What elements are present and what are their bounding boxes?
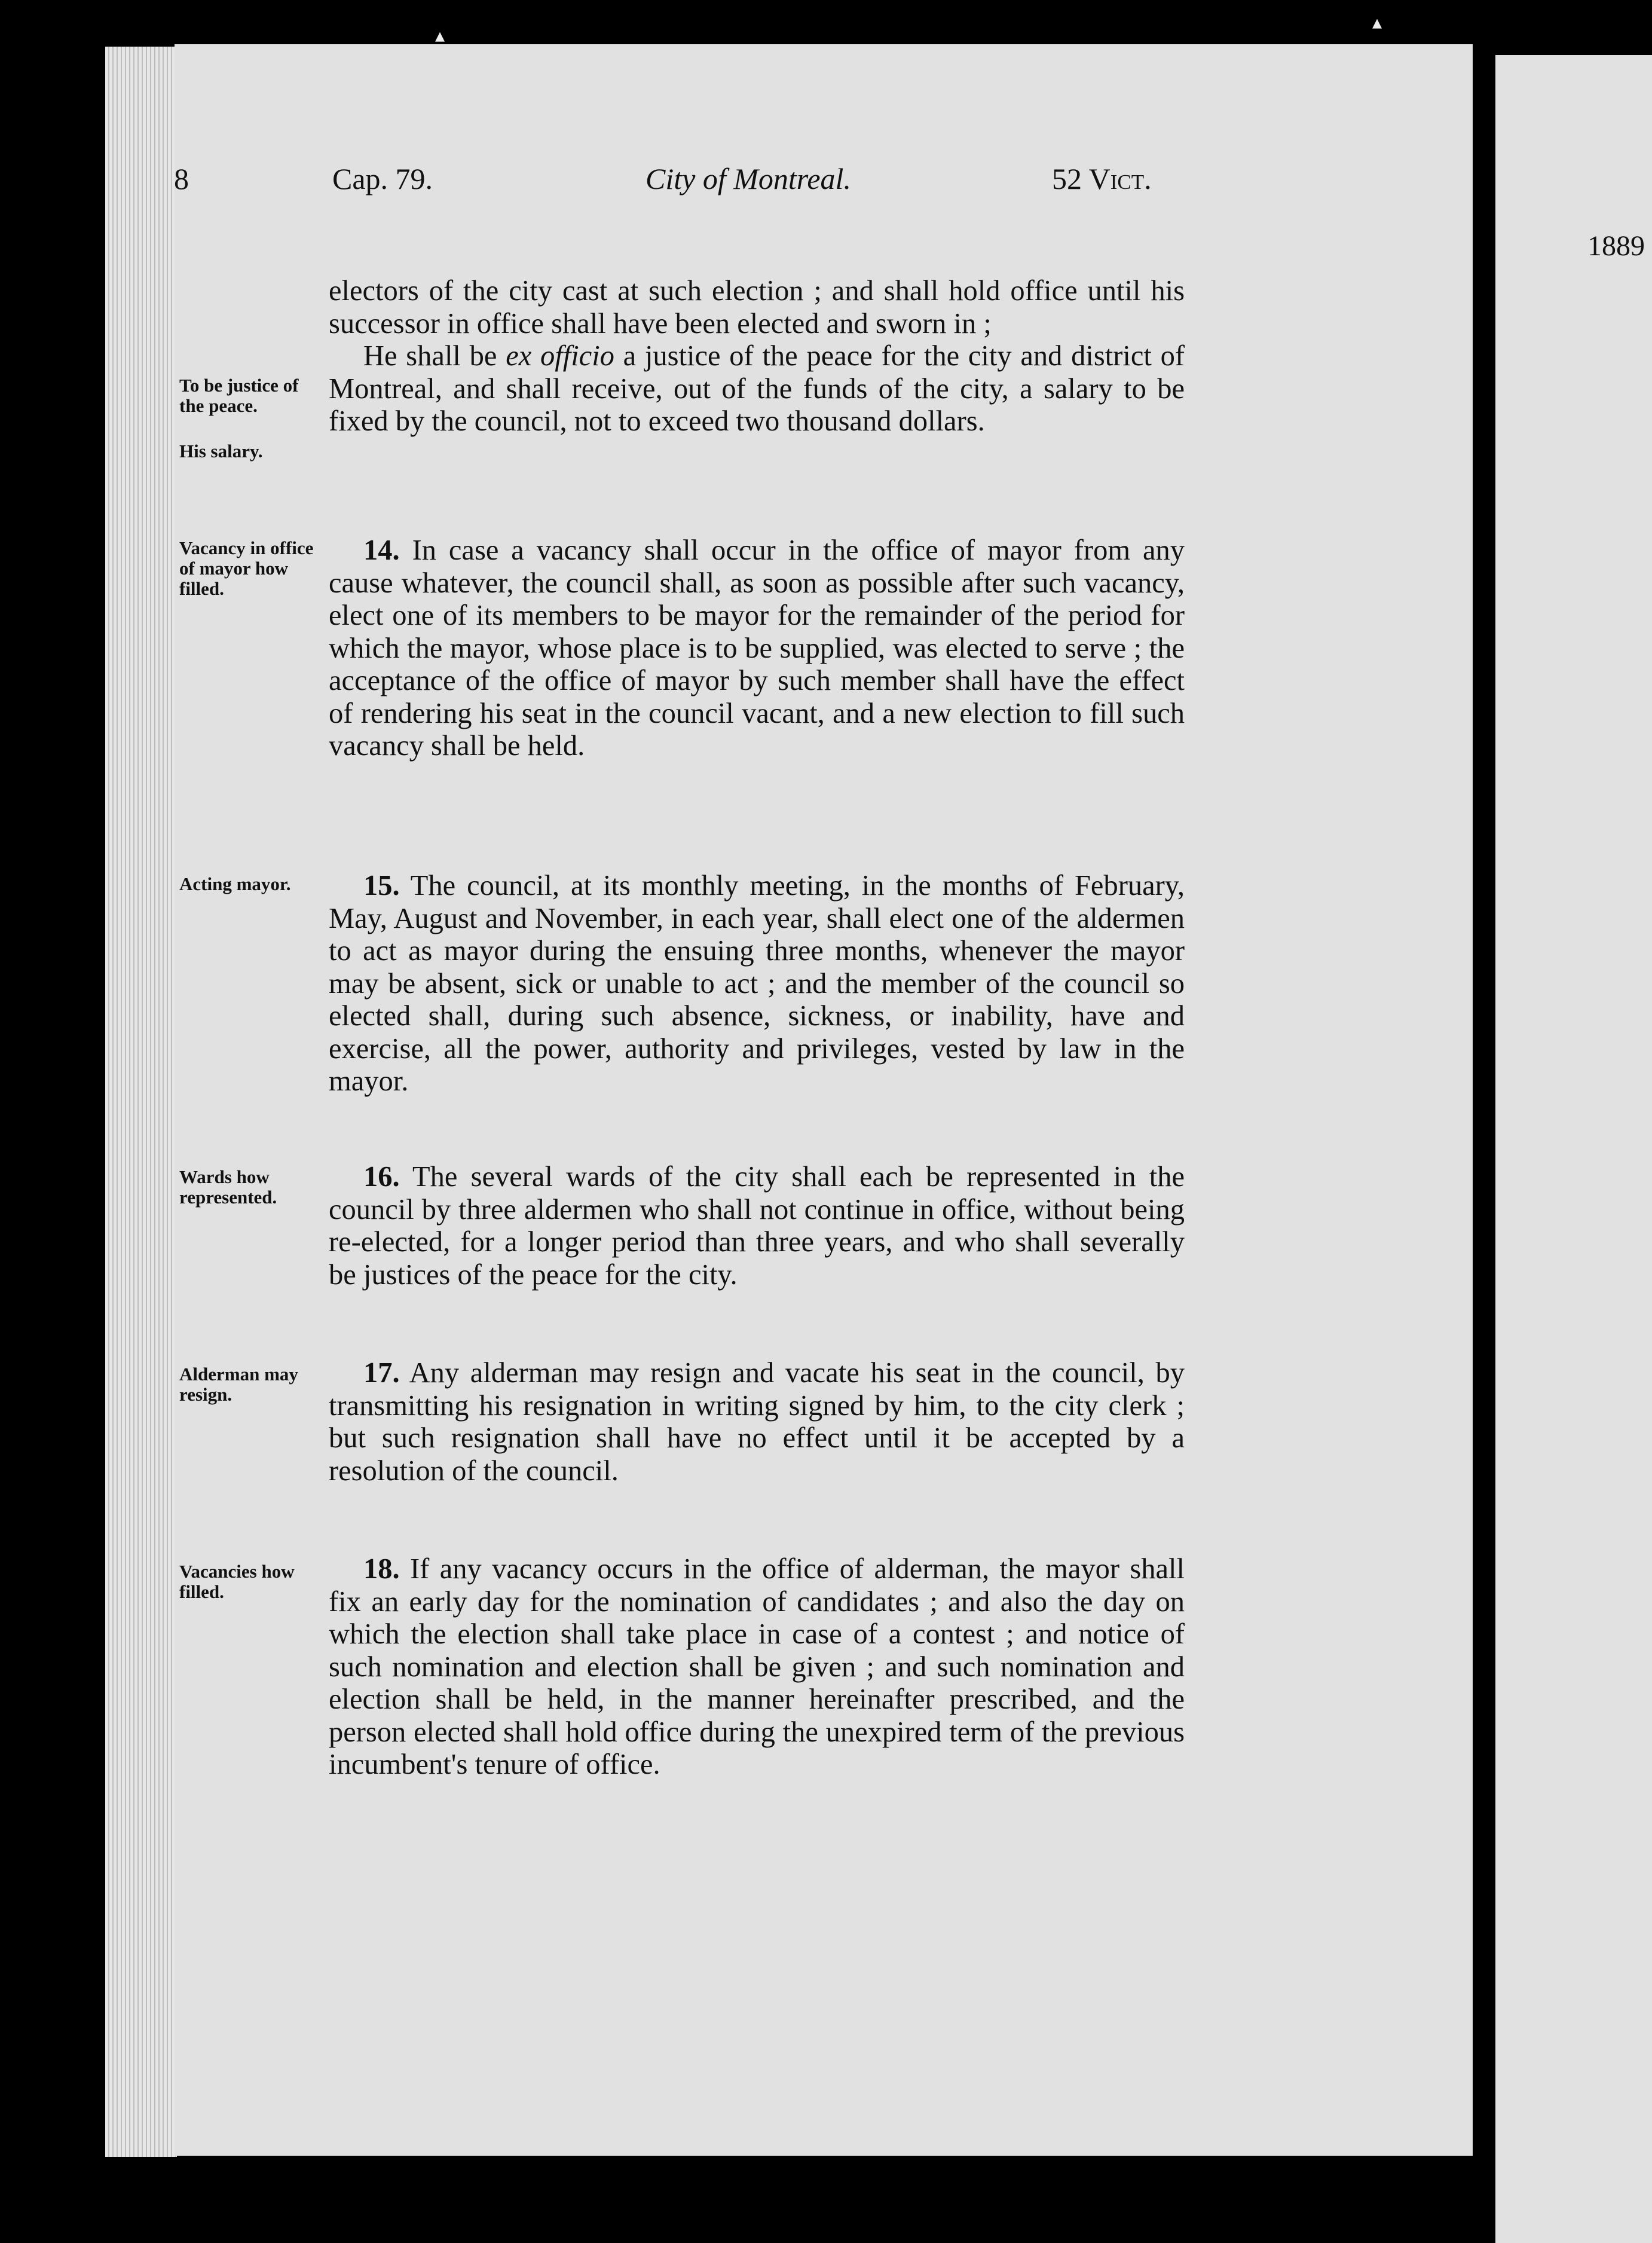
scan-speck: ▴ — [435, 25, 445, 46]
paragraph-justice — [329, 340, 1185, 438]
side-note-wards: Wards how represented. — [179, 1166, 277, 1208]
side-note-acting-mayor: Acting mayor. — [179, 873, 291, 894]
page-edges — [105, 47, 177, 2157]
section-number: 18. — [363, 1553, 400, 1585]
section-17 — [329, 1357, 1185, 1487]
section-number: 17. — [363, 1357, 400, 1389]
justice-text-a: He shall be — [363, 340, 506, 372]
page-number: 8 — [174, 162, 189, 195]
right-page — [1495, 55, 1652, 2243]
chapter-label: Cap. 79. — [332, 162, 433, 195]
section-number: 16. — [363, 1161, 400, 1193]
right-page-year: 1889 — [1587, 230, 1645, 262]
justice-text-b: a justice of the peace for the city and district of Montreal, and shall receive, out of the funds of the city, a salary to be fixed by the council, not to exceed two thousand dollars. — [329, 340, 1185, 437]
section-number: 15. — [363, 870, 400, 902]
section-text: In case a vacancy shall occur in the office of mayor from any cause whatever, the council shall, as soon as possible after such vacancy, elect one of its members to be mayor for the remainder of the period for which the mayor, whose place is to be supplied, was elected to serve ; the acceptance of the office of mayor by such member shall have the effect of rendering his seat in the council vacant, and a new election to fill such vacancy shall be held. — [329, 534, 1185, 762]
side-note-vacancy-mayor: Vacancy in office of mayor how filled. — [179, 537, 314, 599]
regnal-year: 52 Vict. — [1052, 162, 1152, 195]
side-note-vacancies: Vacancies how filled. — [179, 1561, 295, 1602]
section-16 — [329, 1161, 1185, 1291]
side-note-salary: His salary. — [179, 441, 263, 462]
body-continued — [329, 275, 1185, 438]
side-note-justice: To be justice of the peace. — [179, 375, 299, 416]
section-15 — [329, 870, 1185, 1098]
section-14 — [329, 534, 1185, 763]
side-note-alderman-resign: Alderman may resign. — [179, 1364, 298, 1405]
scan-speck: ▴ — [1372, 11, 1382, 33]
section-text: The council, at its monthly meeting, in the months of February, May, August and November, in each year, shall elect one of the aldermen to act as mayor during the ensuing three months, whenever the mayor may be absent, sick or unable to act ; and the member of the council so elected shall, during such absence, sickness, or inability, have and exercise, all the power, authority and privileges, vested by law in the mayor. — [329, 870, 1185, 1097]
section-text: Any alderman may resign and vacate his seat in the council, by transmitting his resignation in writing signed by him, to the city clerk ; but such resignation shall have no effect until it be accepted by a resolution of the council. — [329, 1357, 1185, 1487]
section-18 — [329, 1553, 1185, 1781]
section-text: The several wards of the city shall each be represented in the council by three aldermen who shall not continue in office, without being re-elected, for a longer period than three years, and who shall severally be justices of the peace for the city. — [329, 1161, 1185, 1291]
section-number: 14. — [363, 534, 400, 566]
ex-officio: ex officio — [506, 340, 614, 372]
section-text: If any vacancy occurs in the office of alderman, the mayor shall fix an early day for the nomination of candidates ; and also the day on which the election shall take place in case of a contest ; and notice of such nomination and election shall be given ; and such nomination and election shall be held, in the manner hereinafter prescribed, and the person elected shall hold office during the unexpired term of the previous incumbent's tenure of office. — [329, 1553, 1185, 1780]
running-title: City of Montreal. — [645, 162, 851, 195]
paragraph-continued: electors of the city cast at such election ; and shall hold office until his successor in office shall have been elected and sworn in ; — [329, 275, 1185, 340]
